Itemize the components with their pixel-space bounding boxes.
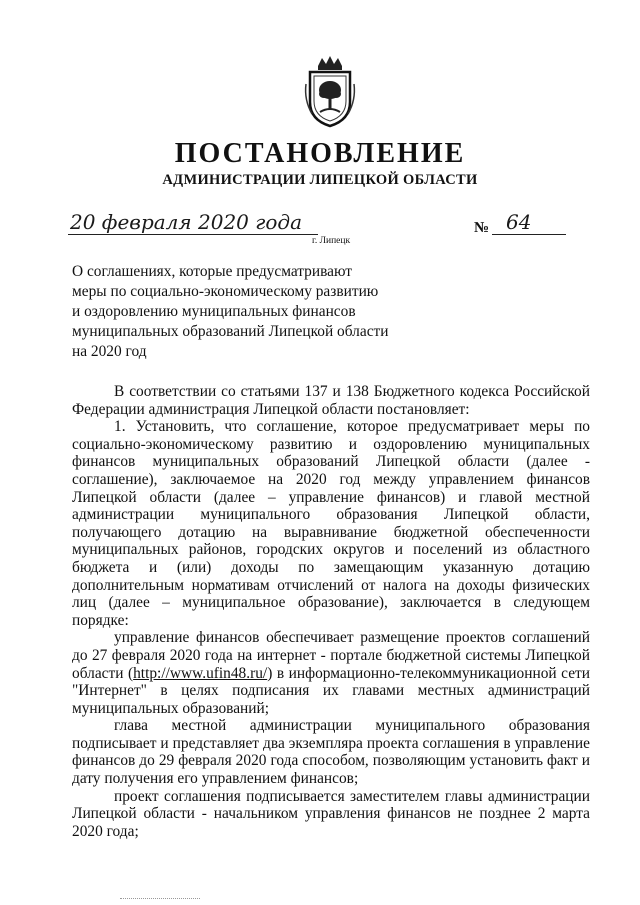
handwritten-number: 64 — [506, 210, 532, 234]
document-subject — [72, 262, 412, 362]
coat-of-arms-icon — [302, 54, 358, 130]
subject-line: на 2020 год — [72, 343, 147, 360]
city-label: г. Липецк — [312, 236, 351, 246]
paragraph-text: ) в информационно-телекоммуникационной сети "Интернет" в целях подписания их главами местных администраций муниципальных образований; — [72, 664, 590, 717]
subject-line: муниципальных образований Липецкой области — [72, 323, 389, 340]
number-label: № — [474, 220, 490, 236]
paragraph-text: управление финансов обеспечивает размещение проектов соглашений до 27 февраля 2020 года на интернет - портале бюджетной системы Липецкой области ( — [72, 629, 590, 682]
ufin48-link[interactable]: http://www.ufin48.ru/ — [133, 664, 268, 682]
subject-line: меры по социально-экономическому развитию — [72, 283, 379, 300]
clause-1-paragraph: 1. Установить, что соглашение, которое предусматривает меры по социально-экономическому развитию и оздоровлению муниципальных финансов муниципальных образований Липецкой области (далее - соглашение), заключаемое на 2020 год между управлением финансов Липецкой области (далее – управление финансов) и главой местной администрации муниципального образования Липецкой области, получающего дотацию на выравнивание бюджетной обеспеченности муниципальных районов, городских округов и поселений из областного бюджета и (или) доходы по замещающим указанную дотацию дополнительным нормативам отчислений от налога на доходы физических лиц (далее – муниципальное образование), заключается в следующем порядке: — [72, 418, 590, 629]
clause-paragraph-signing: глава местной администрации муниципального образования подписывает и представляет два экземпляра проекта соглашения в управление финансов до 29 февраля 2020 года способом, позволяющим установить факт и дату получения его управлением финансов; — [72, 717, 590, 788]
clause-paragraph-approval: проект соглашения подписывается заместителем главы администрации Липецкой области - начальником управления финансов не позднее 2 марта 2020 года; — [72, 787, 590, 840]
preamble-paragraph: В соответствии со статьями 137 и 138 Бюджетного кодекса Российской Федерации администрация Липецкой области постановляет: — [72, 383, 590, 418]
handwritten-date: 20 февраля 2020 года — [70, 210, 303, 234]
date-underline — [68, 234, 318, 235]
document-title: ПОСТАНОВЛЕНИЕ — [174, 138, 466, 169]
subject-line: и оздоровлению муниципальных финансов — [72, 303, 356, 320]
clause-paragraph-publication — [72, 629, 590, 717]
subject-line: О соглашениях, которые предусматривают — [72, 263, 353, 280]
document-body — [72, 383, 590, 840]
scan-artifact — [120, 898, 200, 899]
issuing-authority: АДМИНИСТРАЦИИ ЛИПЕЦКОЙ ОБЛАСТИ — [162, 172, 478, 188]
number-underline — [492, 234, 566, 235]
